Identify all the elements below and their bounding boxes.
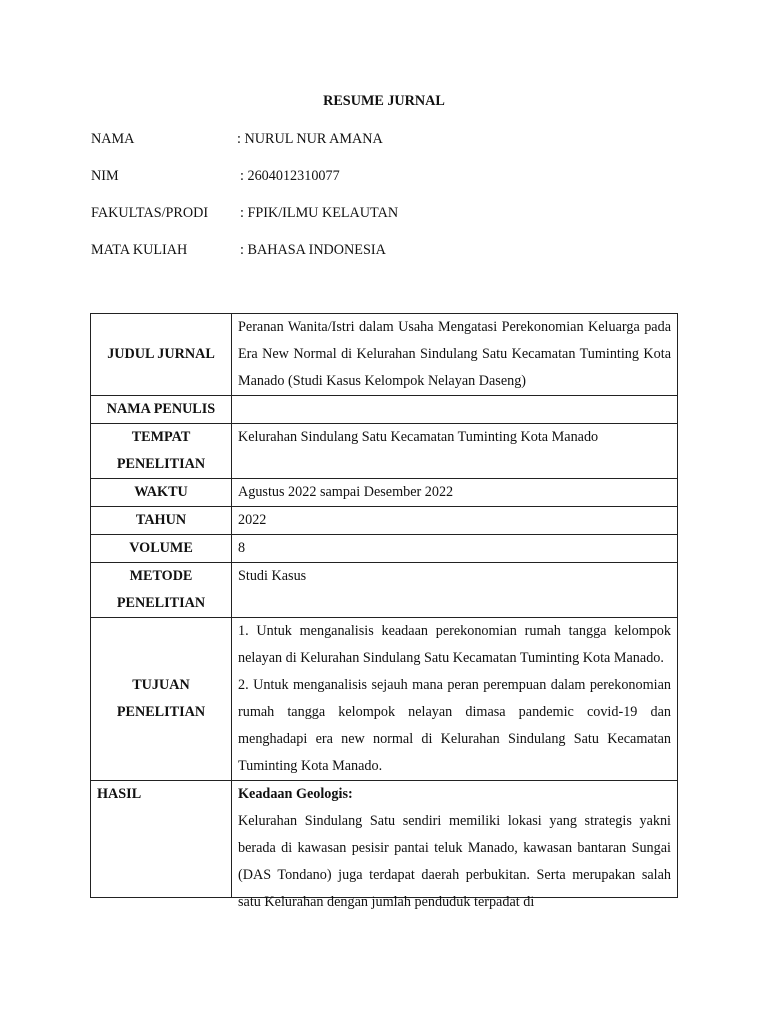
label-tempat-penelitian: TEMPAT PENELITIAN — [91, 424, 232, 479]
tujuan-item-2: 2. Untuk menganalisis sejauh mana peran perempuan dalam perekonomian rumah tangga kelompok nelayan dimasa pandemic covid-19 dan menghadapi era new normal di Kelurahan Sindulang Satu Kecamatan Tuminting Kota Manado. — [238, 677, 671, 774]
table-row-hasil — [91, 781, 678, 898]
label-tujuan-penelitian: TUJUAN PENELITIAN — [91, 618, 232, 781]
value-hasil — [232, 781, 678, 910]
label-volume: VOLUME — [91, 535, 232, 563]
label-tahun: TAHUN — [91, 507, 232, 535]
value-tahun: 2022 — [232, 507, 678, 535]
value-nama-penulis — [232, 396, 678, 424]
info-label-mata-kuliah: MATA KULIAH — [91, 242, 188, 258]
hasil-content — [238, 781, 671, 910]
table-row-tempat — [91, 424, 678, 479]
info-value-nim: : 2604012310077 — [240, 168, 340, 184]
table-row-tujuan — [91, 618, 678, 781]
info-label-fakultas: FAKULTAS/PRODI — [91, 205, 209, 221]
label-nama-penulis: NAMA PENULIS — [91, 396, 232, 424]
tujuan-item-1: 1. Untuk menganalisis keadaan perekonomian rumah tangga kelompok nelayan di Kelurahan Sindulang Satu Kecamatan Tuminting Kota Manado. — [238, 623, 671, 666]
hasil-text: Kelurahan Sindulang Satu sendiri memiliki lokasi yang strategis yakni berada di kawasan pesisir pantai teluk Manado, kawasan bantaran Sungai (DAS Tondano) juga terdapat daerah perbukitan. Serta merupakan salah satu Kelurahan dengan jumlah penduduk terpadat di — [238, 813, 671, 910]
info-value-fakultas: : FPIK/ILMU KELAUTAN — [240, 205, 399, 221]
label-metode-penelitian: METODE PENELITIAN — [91, 563, 232, 618]
document-title: RESUME JURNAL — [323, 93, 445, 109]
hasil-heading: Keadaan Geologis: — [238, 786, 353, 802]
resume-table — [90, 313, 678, 910]
table-row-volume — [91, 535, 678, 563]
label-waktu: WAKTU — [91, 479, 232, 507]
info-label-nama: NAMA — [91, 131, 135, 147]
value-waktu: Agustus 2022 sampai Desember 2022 — [232, 479, 678, 507]
info-label-nim: NIM — [91, 168, 119, 184]
table-row-metode — [91, 563, 678, 618]
table-row-waktu — [91, 479, 678, 507]
value-tujuan-penelitian — [232, 618, 678, 781]
value-volume: 8 — [232, 535, 678, 563]
label-judul-jurnal: JUDUL JURNAL — [91, 314, 232, 396]
info-value-nama: : NURUL NUR AMANA — [237, 131, 383, 147]
value-metode-penelitian: Studi Kasus — [232, 563, 678, 618]
value-judul-jurnal: Peranan Wanita/Istri dalam Usaha Mengatasi Perekonomian Keluarga pada Era New Normal di Kelurahan Sindulang Satu Kecamatan Tuminting Kota Manado (Studi Kasus Kelompok Nelayan Daseng) — [232, 314, 678, 396]
table-row-tahun — [91, 507, 678, 535]
table-row-judul — [91, 314, 678, 396]
info-value-mata-kuliah: : BAHASA INDONESIA — [240, 242, 386, 258]
table-row-penulis — [91, 396, 678, 424]
value-tempat-penelitian: Kelurahan Sindulang Satu Kecamatan Tuminting Kota Manado — [232, 424, 678, 479]
label-hasil: HASIL — [91, 781, 232, 898]
